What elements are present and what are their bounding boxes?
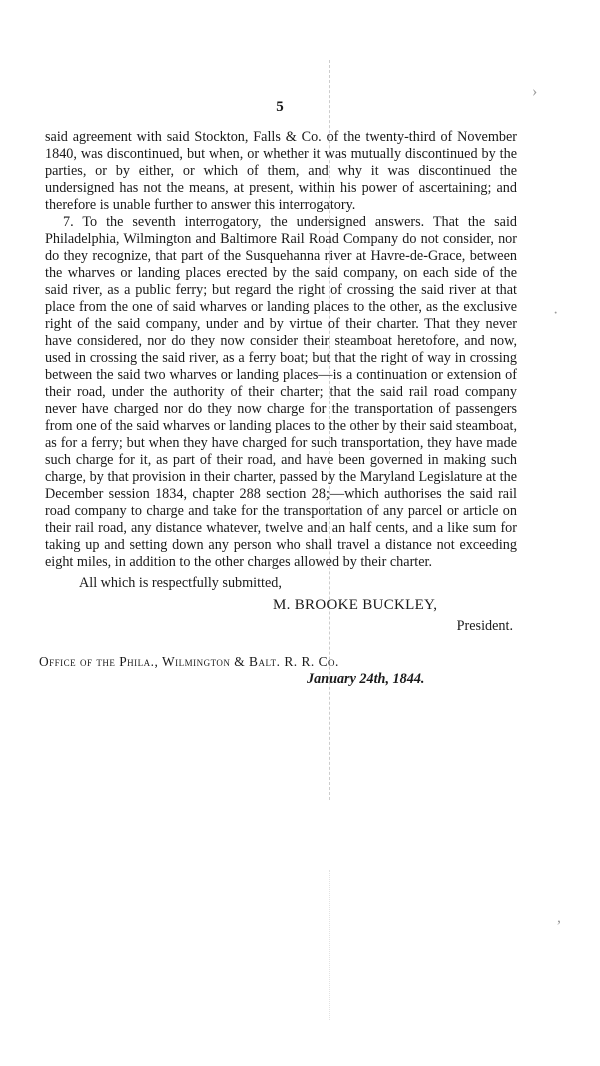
page-number: 5 bbox=[276, 99, 284, 115]
document-date: January 24th, 1844. bbox=[307, 671, 425, 687]
paper-fold-line-lower bbox=[329, 870, 330, 1020]
margin-speck: · bbox=[553, 305, 559, 322]
body-paragraph-2: 7. To the seventh interrogatory, the undersigned answers. That the said Philadelphia, Wilmington and Baltimore Rail Road Company do not consider, nor do they recognize, that part of the Susquehanna river at Havre-de-Grace, between the wharves or landing places erected by the said company, on each side of the said river, as a public ferry; but regard the right of crossing the said river at that place from the one of said wharves or landing places to the other, as the exclusive right of the said company, under and by virtue of their charter. That they never have considered, nor do they now consider their steamboat heretofore, and now, used in crossing the said river, as a ferry boat; but that the right of way in crossing between the said two wharves or landing places—is a continuation or extension of their road, under the authority of their charter; that the said rail road company never have charged nor do they now charge for the transportation of passengers from one of the said wharves or landing places to the other by their said steamboat, as for a ferry; but when they have charged for such transportation, they have made such charge for it, as part of their road, and have been governed in making such charge, by that provision in their charter, passed by the Maryland Legislature at the December session 1834, chapter 288 section 28;—which authorises the said rail road company to charge and take for the transportation of any parcel or article on their rail road, any distance whatever, twelve and an half cents, and a like sum for taking up and setting down any person who shall travel a distance not exceeding eight miles, in addition to the other charges allowed by their charter. bbox=[45, 214, 517, 570]
page-body bbox=[39, 129, 517, 688]
margin-speck: , bbox=[557, 909, 561, 926]
body-paragraph-1: said agreement with said Stockton, Falls & Co. of the twenty-third of November 1840, was discontinued, but when, or whether it was mutually discontinued by the parties, or by either, or which of them, and why it was discontinued the undersigned has not the means, at present, within his power of ascertaining; and therefore is unable further to answer this interrogatory. bbox=[45, 129, 517, 213]
closing-line: All which is respectfully submitted, bbox=[79, 575, 282, 591]
signatory-name: M. BROOKE BUCKLEY, bbox=[273, 597, 438, 613]
office-line: Office of the Phila., Wilmington & Balt. R. R. Co. bbox=[39, 654, 339, 669]
signatory-title: President. bbox=[456, 618, 513, 634]
margin-speck: › bbox=[532, 83, 538, 100]
